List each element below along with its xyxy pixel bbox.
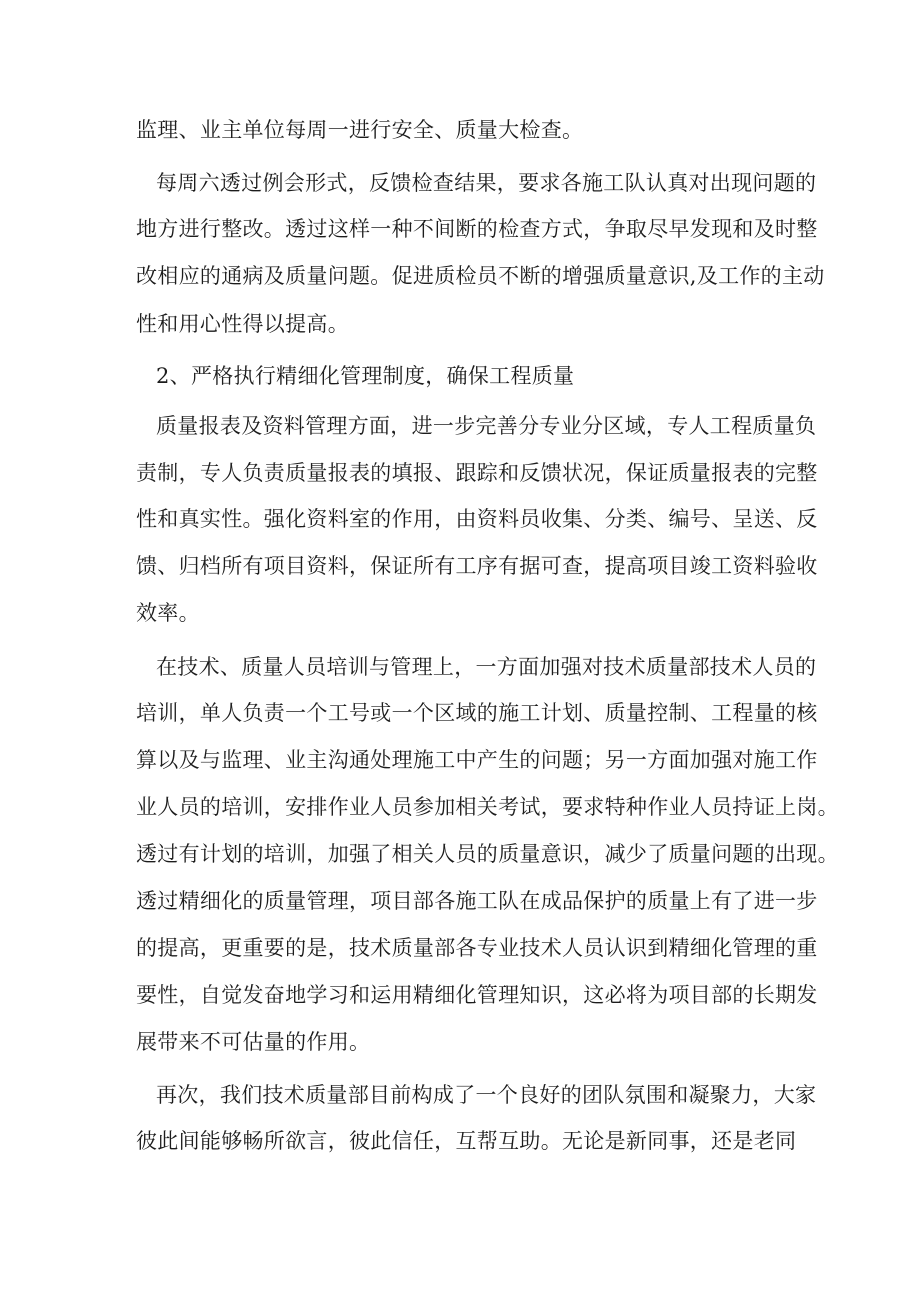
text-line: 透过精细化的质量管理，项目部各施工队在成品保护的质量上有了进一步 — [136, 889, 818, 913]
text-line: 效率。 — [136, 601, 200, 625]
text-line: 展带来不可估量的作用。 — [136, 1030, 371, 1054]
text-line: 性和用心性得以提高。 — [136, 312, 349, 336]
text-line: 改相应的通病及质量问题。促进质检员不断的增强质量意识,及工作的主动 — [136, 264, 825, 288]
text-line: 责制，专人负责质量报表的填报、跟踪和反馈状况，保证质量报表的完整 — [136, 461, 818, 485]
paragraph-first-line: 再次，我们技术质量部目前构成了一个良好的团队氛围和凝聚力，大家 — [156, 1083, 817, 1107]
text-line: 地方进行整改。透过这样一种不间断的检查方式，争取尽早发现和及时整 — [136, 217, 818, 241]
text-line: 的提高，更重要的是，技术质量部各专业技术人员认识到精细化管理的重 — [136, 936, 818, 960]
text-line: 透过有计划的培训，加强了相关人员的质量意识，减少了质量问题的出现。 — [136, 842, 839, 866]
section-heading: 2、严格执行精细化管理制度，确保工程质量 — [156, 364, 575, 388]
text-line: 培训，单人负责一个工号或一个区域的施工计划、质量控制、工程量的核 — [136, 701, 818, 725]
text-line: 要性，自觉发奋地学习和运用精细化管理知识，这必将为项目部的长期发 — [136, 983, 818, 1007]
paragraph-first-line: 每周六透过例会形式，反馈检查结果，要求各施工队认真对出现问题的 — [156, 171, 817, 195]
text-line: 性和真实性。强化资料室的作用，由资料员收集、分类、编号、呈送、反 — [136, 507, 818, 531]
paragraph-first-line: 质量报表及资料管理方面，进一步完善分专业分区域，专人工程质量负 — [156, 414, 817, 438]
text-line: 业人员的培训，安排作业人员参加相关考试，要求特种作业人员持证上岗。 — [136, 795, 839, 819]
text-line: 馈、归档所有项目资料，保证所有工序有据可查，提高项目竣工资料验收 — [136, 554, 818, 578]
text-line: 算以及与监理、业主沟通处理施工中产生的问题；另一方面加强对施工作 — [136, 748, 818, 772]
paragraph-first-line: 在技术、质量人员培训与管理上，一方面加强对技术质量部技术人员的 — [156, 655, 817, 679]
text-line: 彼此间能够畅所欲言，彼此信任，互帮互助。无论是新同事，还是老同 — [136, 1129, 797, 1153]
text-line: 监理、业主单位每周一进行安全、质量大检查。 — [136, 118, 584, 142]
